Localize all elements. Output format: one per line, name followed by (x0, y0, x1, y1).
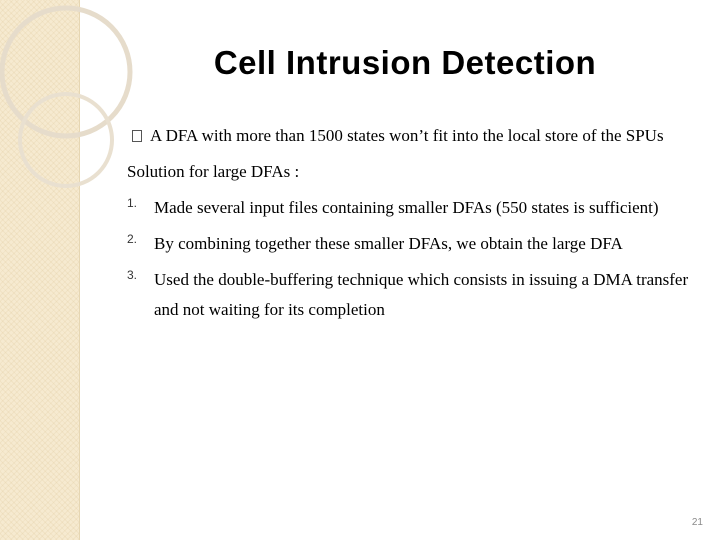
square-bullet-icon (132, 130, 142, 142)
slide-title: Cell Intrusion Detection (213, 44, 597, 81)
decorative-circles (0, 0, 160, 220)
small-circle-outline (20, 94, 112, 186)
list-item-text: Used the double-buffering technique which consists in issuing a DMA transfer and not waiting for its completion (154, 270, 689, 319)
list-item (127, 193, 697, 223)
page-number: 21 (691, 517, 703, 528)
bullet-text: A DFA with more than 1500 states won’t fit into the local store of the SPUs (150, 126, 664, 145)
list-item-number: 1. (127, 196, 138, 210)
list-item (127, 229, 697, 259)
list-item-number: 3. (127, 268, 138, 282)
bullet-point (132, 126, 664, 146)
list-item-number: 2. (127, 232, 138, 246)
list-item-text: Made several input files containing smaller DFAs (550 states is sufficient) (154, 198, 659, 217)
large-circle-outline (2, 8, 130, 136)
solution-heading: Solution for large DFAs : (127, 162, 300, 181)
list-item-text: By combining together these smaller DFAs, we obtain the large DFA (154, 234, 623, 253)
list-item (127, 265, 697, 325)
